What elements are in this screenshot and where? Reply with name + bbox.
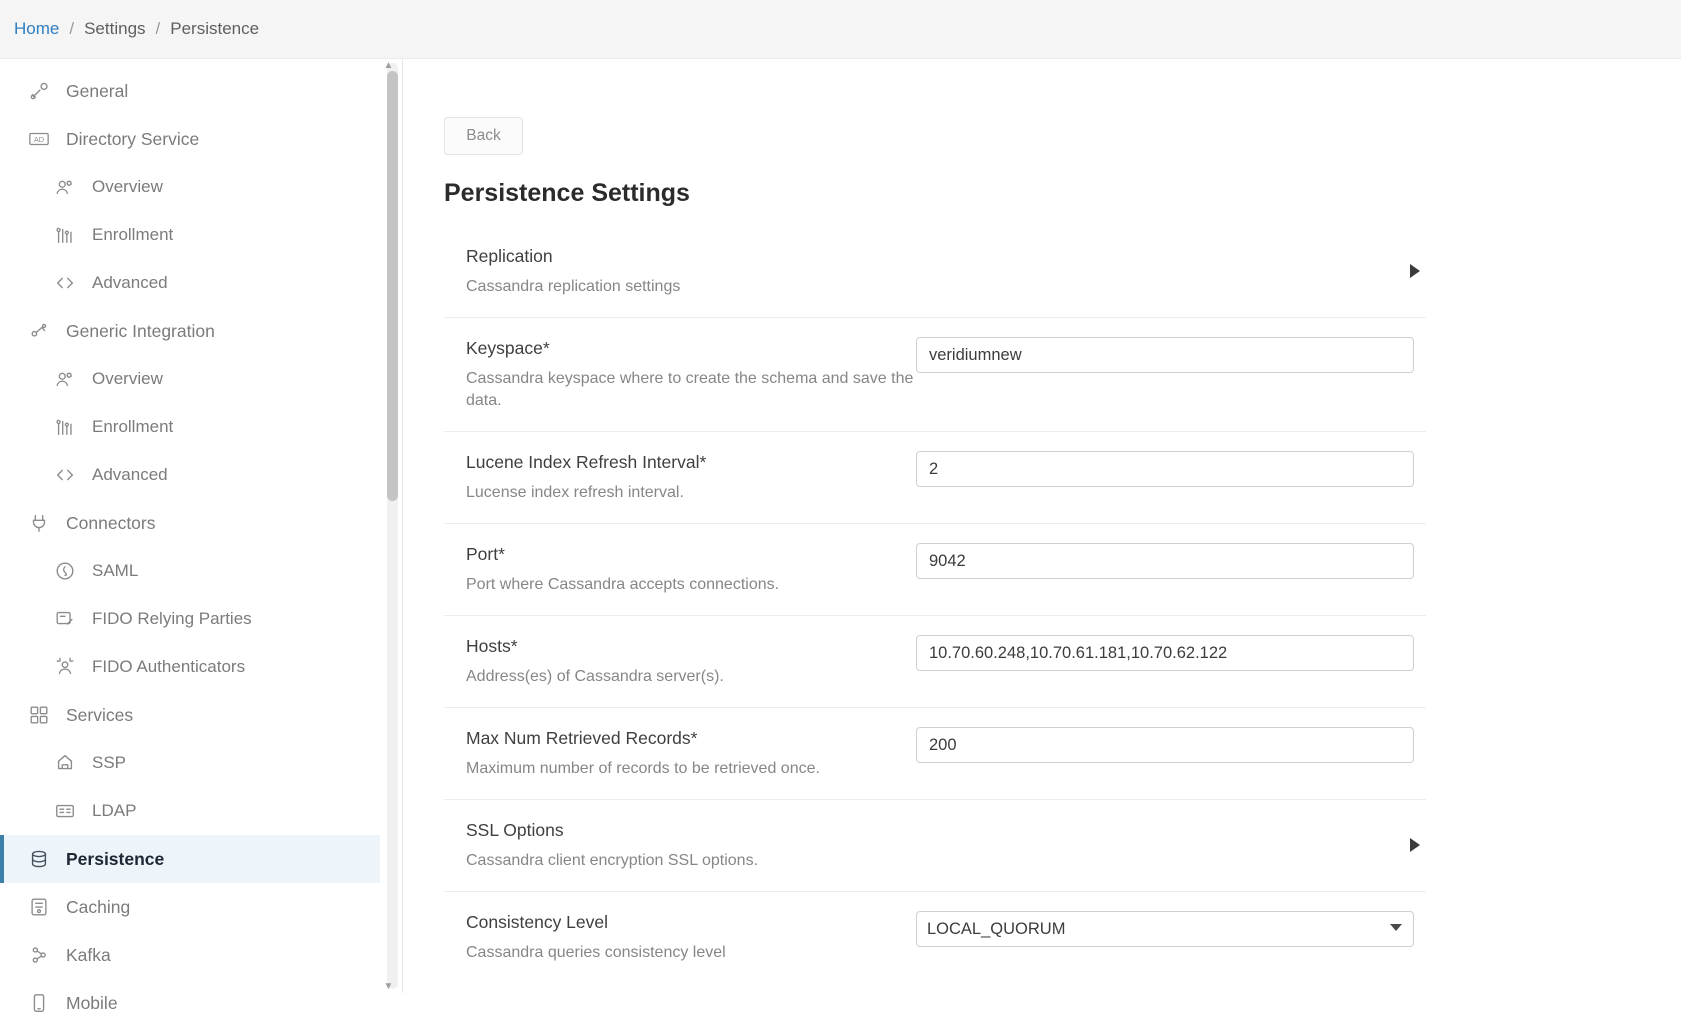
setting-description: Port where Cassandra accepts connections.	[466, 576, 780, 593]
consistency-level-select-wrapper	[916, 911, 1414, 947]
sidebar-nav-list	[0, 59, 380, 1013]
setting-description: Lucense index refresh interval.	[466, 484, 684, 501]
port-input[interactable]	[916, 543, 1414, 579]
setting-description: Cassandra replication settings	[466, 278, 681, 295]
setting-row-hosts	[444, 616, 1426, 708]
setting-label-col	[466, 450, 916, 504]
sidebar-item-fido-authenticators[interactable]	[0, 643, 380, 691]
setting-description: Maximum number of records to be retrieved once.	[466, 760, 820, 777]
code-icon	[52, 464, 78, 486]
breadcrumb-current: Persistence	[170, 19, 260, 38]
sidebar-item-overview[interactable]	[0, 163, 380, 211]
sidebar-item-ssp[interactable]	[0, 739, 380, 787]
setting-description: Cassandra keyspace where to create the schema and save the data.	[466, 370, 914, 409]
setting-row-ssl-options	[444, 800, 1426, 892]
breadcrumb-separator: /	[155, 19, 161, 38]
scroll-up-arrow[interactable]: ▲	[383, 60, 394, 71]
database-icon	[26, 848, 52, 870]
hosts-input[interactable]	[916, 635, 1414, 671]
sidebar-item-label: Generic Integration	[66, 320, 215, 341]
sidebar-item-kafka[interactable]	[0, 931, 380, 979]
setting-label: Keyspace*	[466, 338, 550, 358]
sidebar-item-label: SSP	[92, 753, 127, 772]
sidebar-item-mobile[interactable]	[0, 979, 380, 1027]
overview-icon	[52, 176, 78, 198]
kafka-icon	[26, 944, 52, 966]
main-content	[403, 59, 1681, 993]
expand-replication-arrow-icon[interactable]	[1410, 264, 1420, 278]
setting-control	[916, 450, 1426, 487]
ldap-icon	[52, 800, 78, 822]
sidebar-item-label: FIDO Relying Parties	[92, 609, 252, 628]
setting-label: SSL Options	[466, 820, 564, 840]
saml-icon	[52, 560, 78, 582]
breadcrumb-separator: /	[69, 19, 75, 38]
sidebar-item-ldap[interactable]	[0, 787, 380, 835]
setting-label-col	[466, 910, 916, 964]
sidebar-item-label: Advanced	[92, 465, 168, 484]
scroll-down-arrow[interactable]: ▼	[383, 981, 394, 992]
ssp-icon	[52, 752, 78, 774]
setting-description: Cassandra client encryption SSL options.	[466, 852, 759, 869]
sidebar-item-label: Caching	[66, 896, 131, 917]
setting-label: Max Num Retrieved Records*	[466, 728, 698, 748]
setting-row-consistency-level	[444, 892, 1426, 983]
setting-row-replication	[444, 226, 1426, 318]
setting-row-port	[444, 524, 1426, 616]
sidebar	[0, 59, 403, 1013]
setting-control	[916, 634, 1426, 671]
page-layout	[0, 59, 1681, 1013]
back-button[interactable]: Back	[444, 117, 523, 155]
setting-control	[916, 726, 1426, 763]
mobile-icon	[26, 992, 52, 1014]
setting-label: Replication	[466, 246, 553, 266]
setting-label-col	[466, 634, 916, 688]
setting-row-lucene-index-refresh-interval	[444, 432, 1426, 524]
sidebar-item-label: FIDO Authenticators	[92, 657, 246, 676]
sidebar-item-label: Overview	[92, 369, 163, 388]
sidebar-item-label: Persistence	[66, 848, 165, 869]
sidebar-item-general[interactable]	[0, 67, 380, 115]
plug-icon	[26, 512, 52, 534]
sidebar-item-label: Services	[66, 704, 134, 725]
setting-description: Address(es) of Cassandra server(s).	[466, 668, 724, 685]
sidebar-scrollbar[interactable]	[383, 60, 398, 992]
settings-rows	[444, 226, 1426, 983]
enrollment-icon	[52, 416, 78, 438]
sidebar-item-label: Advanced	[92, 273, 168, 292]
sidebar-item-connectors[interactable]	[0, 499, 380, 547]
setting-label: Consistency Level	[466, 912, 609, 932]
sidebar-item-label: Mobile	[66, 992, 118, 1013]
enrollment-icon	[52, 224, 78, 246]
fido-rp-icon	[52, 608, 78, 630]
ad-icon	[26, 128, 52, 150]
breadcrumb-settings[interactable]: Settings	[84, 19, 146, 38]
sidebar-item-label: Directory Service	[66, 128, 200, 149]
sidebar-item-saml[interactable]	[0, 547, 380, 595]
sidebar-item-advanced[interactable]	[0, 451, 380, 499]
sidebar-item-label: SAML	[92, 561, 139, 580]
setting-label-col	[466, 336, 916, 412]
overview-icon	[52, 368, 78, 390]
sidebar-item-fido-relying-parties[interactable]	[0, 595, 380, 643]
breadcrumb	[0, 0, 1681, 59]
setting-label: Port*	[466, 544, 505, 564]
setting-row-keyspace	[444, 318, 1426, 432]
sidebar-item-label: Enrollment	[92, 417, 174, 436]
breadcrumb-home[interactable]: Home	[14, 19, 60, 38]
grid-icon	[26, 704, 52, 726]
sidebar-item-label: LDAP	[92, 801, 137, 820]
max-num-retrieved-records-input[interactable]	[916, 727, 1414, 763]
sidebar-item-label: Connectors	[66, 512, 156, 533]
setting-control	[916, 542, 1426, 579]
sidebar-item-label: Overview	[92, 177, 163, 196]
svg-text:AD: AD	[33, 135, 45, 145]
sidebar-item-label: General	[66, 80, 129, 101]
sidebar-item-services[interactable]	[0, 691, 380, 739]
setting-label: Hosts*	[466, 636, 518, 656]
code-icon	[52, 272, 78, 294]
integration-icon	[26, 320, 52, 342]
setting-label-col	[466, 726, 916, 780]
lucene-index-refresh-interval-input[interactable]	[916, 451, 1414, 487]
sidebar-item-directory-service[interactable]	[0, 115, 380, 163]
wrench-icon	[26, 80, 52, 102]
expand-ssl-options-arrow-icon[interactable]	[1410, 838, 1420, 852]
setting-label: Lucene Index Refresh Interval*	[466, 452, 707, 472]
consistency-level-select[interactable]	[916, 911, 1414, 947]
setting-row-max-num-retrieved-records	[444, 708, 1426, 800]
cache-icon	[26, 896, 52, 918]
setting-label-col	[466, 244, 1326, 298]
fido-auth-icon	[52, 656, 78, 678]
sidebar-item-enrollment[interactable]	[0, 211, 380, 259]
setting-label-col	[466, 818, 1326, 872]
sidebar-item-generic-integration[interactable]	[0, 307, 380, 355]
setting-control	[916, 336, 1426, 373]
sidebar-item-enrollment[interactable]	[0, 403, 380, 451]
sidebar-item-label: Enrollment	[92, 225, 174, 244]
sidebar-scrollbar-thumb[interactable]	[387, 71, 398, 501]
setting-label-col	[466, 542, 916, 596]
keyspace-input[interactable]	[916, 337, 1414, 373]
sidebar-item-caching[interactable]	[0, 883, 380, 931]
page-title: Persistence Settings	[444, 179, 690, 207]
sidebar-item-advanced[interactable]	[0, 259, 380, 307]
setting-description: Cassandra queries consistency level	[466, 944, 726, 961]
sidebar-item-overview[interactable]	[0, 355, 380, 403]
sidebar-item-persistence[interactable]	[0, 835, 380, 883]
setting-control	[916, 910, 1426, 947]
sidebar-item-label: Kafka	[66, 944, 111, 965]
